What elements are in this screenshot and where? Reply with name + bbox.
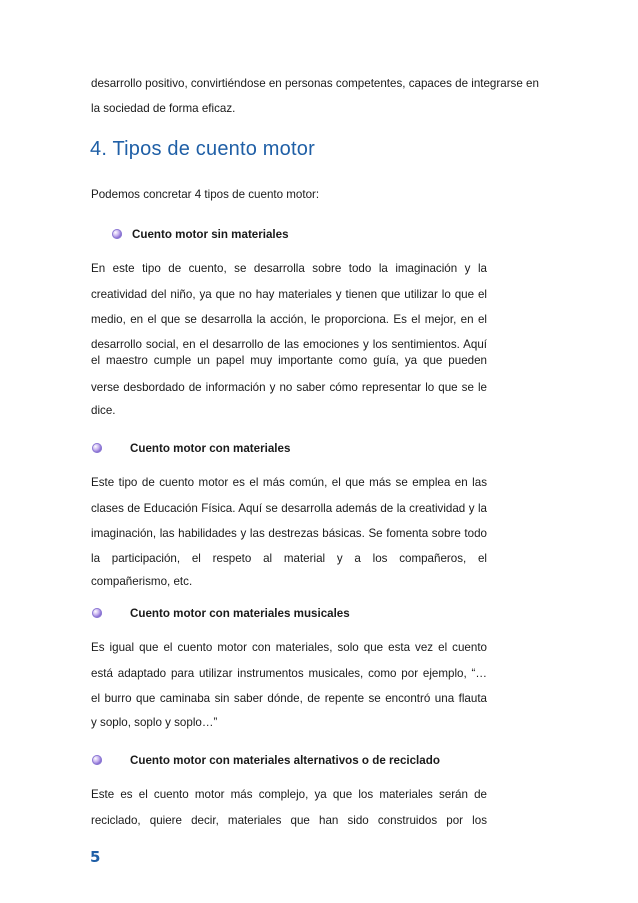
bullet-icon [92, 443, 102, 453]
bullet-icon [92, 755, 102, 765]
type-2-line-4: la participación, el respeto al material y a los compañeros, el [91, 552, 487, 565]
type-3-line-1: Es igual que el cuento motor con materiales, solo que esta vez el cuento [91, 641, 487, 654]
type-1-header [112, 226, 289, 242]
type-2-line-2: clases de Educación Física. Aquí se desarrolla además de la creatividad y la [91, 502, 487, 515]
section-heading: 4. Tipos de cuento motor [90, 138, 315, 160]
page-number: 5 [90, 848, 101, 866]
type-1-line-6: verse desbordado de información y no saber cómo representar lo que se le [91, 381, 487, 394]
type-2-line-1: Este tipo de cuento motor es el más común, el que más se emplea en las [91, 476, 487, 489]
type-1-line-7: dice. [91, 404, 116, 417]
type-2-header [92, 440, 291, 456]
section-lead: Podemos concretar 4 tipos de cuento motor: [91, 188, 320, 201]
type-2-line-3: imaginación, las habilidades y las destrezas básicas. Se fomenta sobre todo [91, 527, 487, 540]
type-3-title: Cuento motor con materiales musicales [130, 606, 350, 620]
bullet-icon [92, 608, 102, 618]
type-1-line-4: desarrollo social, en el desarrollo de las emociones y los sentimientos. Aquí [91, 338, 487, 351]
type-4-line-2: reciclado, quiere decir, materiales que han sido construidos por los [91, 814, 487, 827]
type-3-header [92, 605, 350, 621]
type-1-title: Cuento motor sin materiales [132, 227, 289, 241]
type-1-line-1: En este tipo de cuento, se desarrolla sobre todo la imaginación y la [91, 262, 487, 275]
type-4-line-1: Este es el cuento motor más complejo, ya que los materiales serán de [91, 788, 487, 801]
type-4-header [92, 752, 440, 768]
type-1-line-2: creatividad del niño, ya que no hay materiales y tienen que utilizar lo que el [91, 288, 487, 301]
type-1-line-3: medio, en el que se desarrolla la acción, le proporciona. Es el mejor, en el [91, 313, 487, 326]
type-3-line-2: está adaptado para utilizar instrumentos musicales, como por ejemplo, “… [91, 667, 487, 680]
type-3-line-4: y soplo, soplo y soplo…” [91, 716, 218, 729]
type-4-title: Cuento motor con materiales alternativos o de reciclado [130, 753, 440, 767]
type-2-line-5: compañerismo, etc. [91, 575, 193, 588]
intro-line-2: la sociedad de forma eficaz. [91, 102, 236, 115]
bullet-icon [112, 229, 122, 239]
intro-line-1: desarrollo positivo, convirtiéndose en personas competentes, capaces de integrarse en [91, 77, 539, 90]
type-3-line-3: el burro que caminaba sin saber dónde, de repente se encontró una flauta [91, 692, 487, 705]
type-2-title: Cuento motor con materiales [130, 441, 291, 455]
type-1-line-5: el maestro cumple un papel muy importante como guía, ya que pueden [91, 354, 487, 367]
